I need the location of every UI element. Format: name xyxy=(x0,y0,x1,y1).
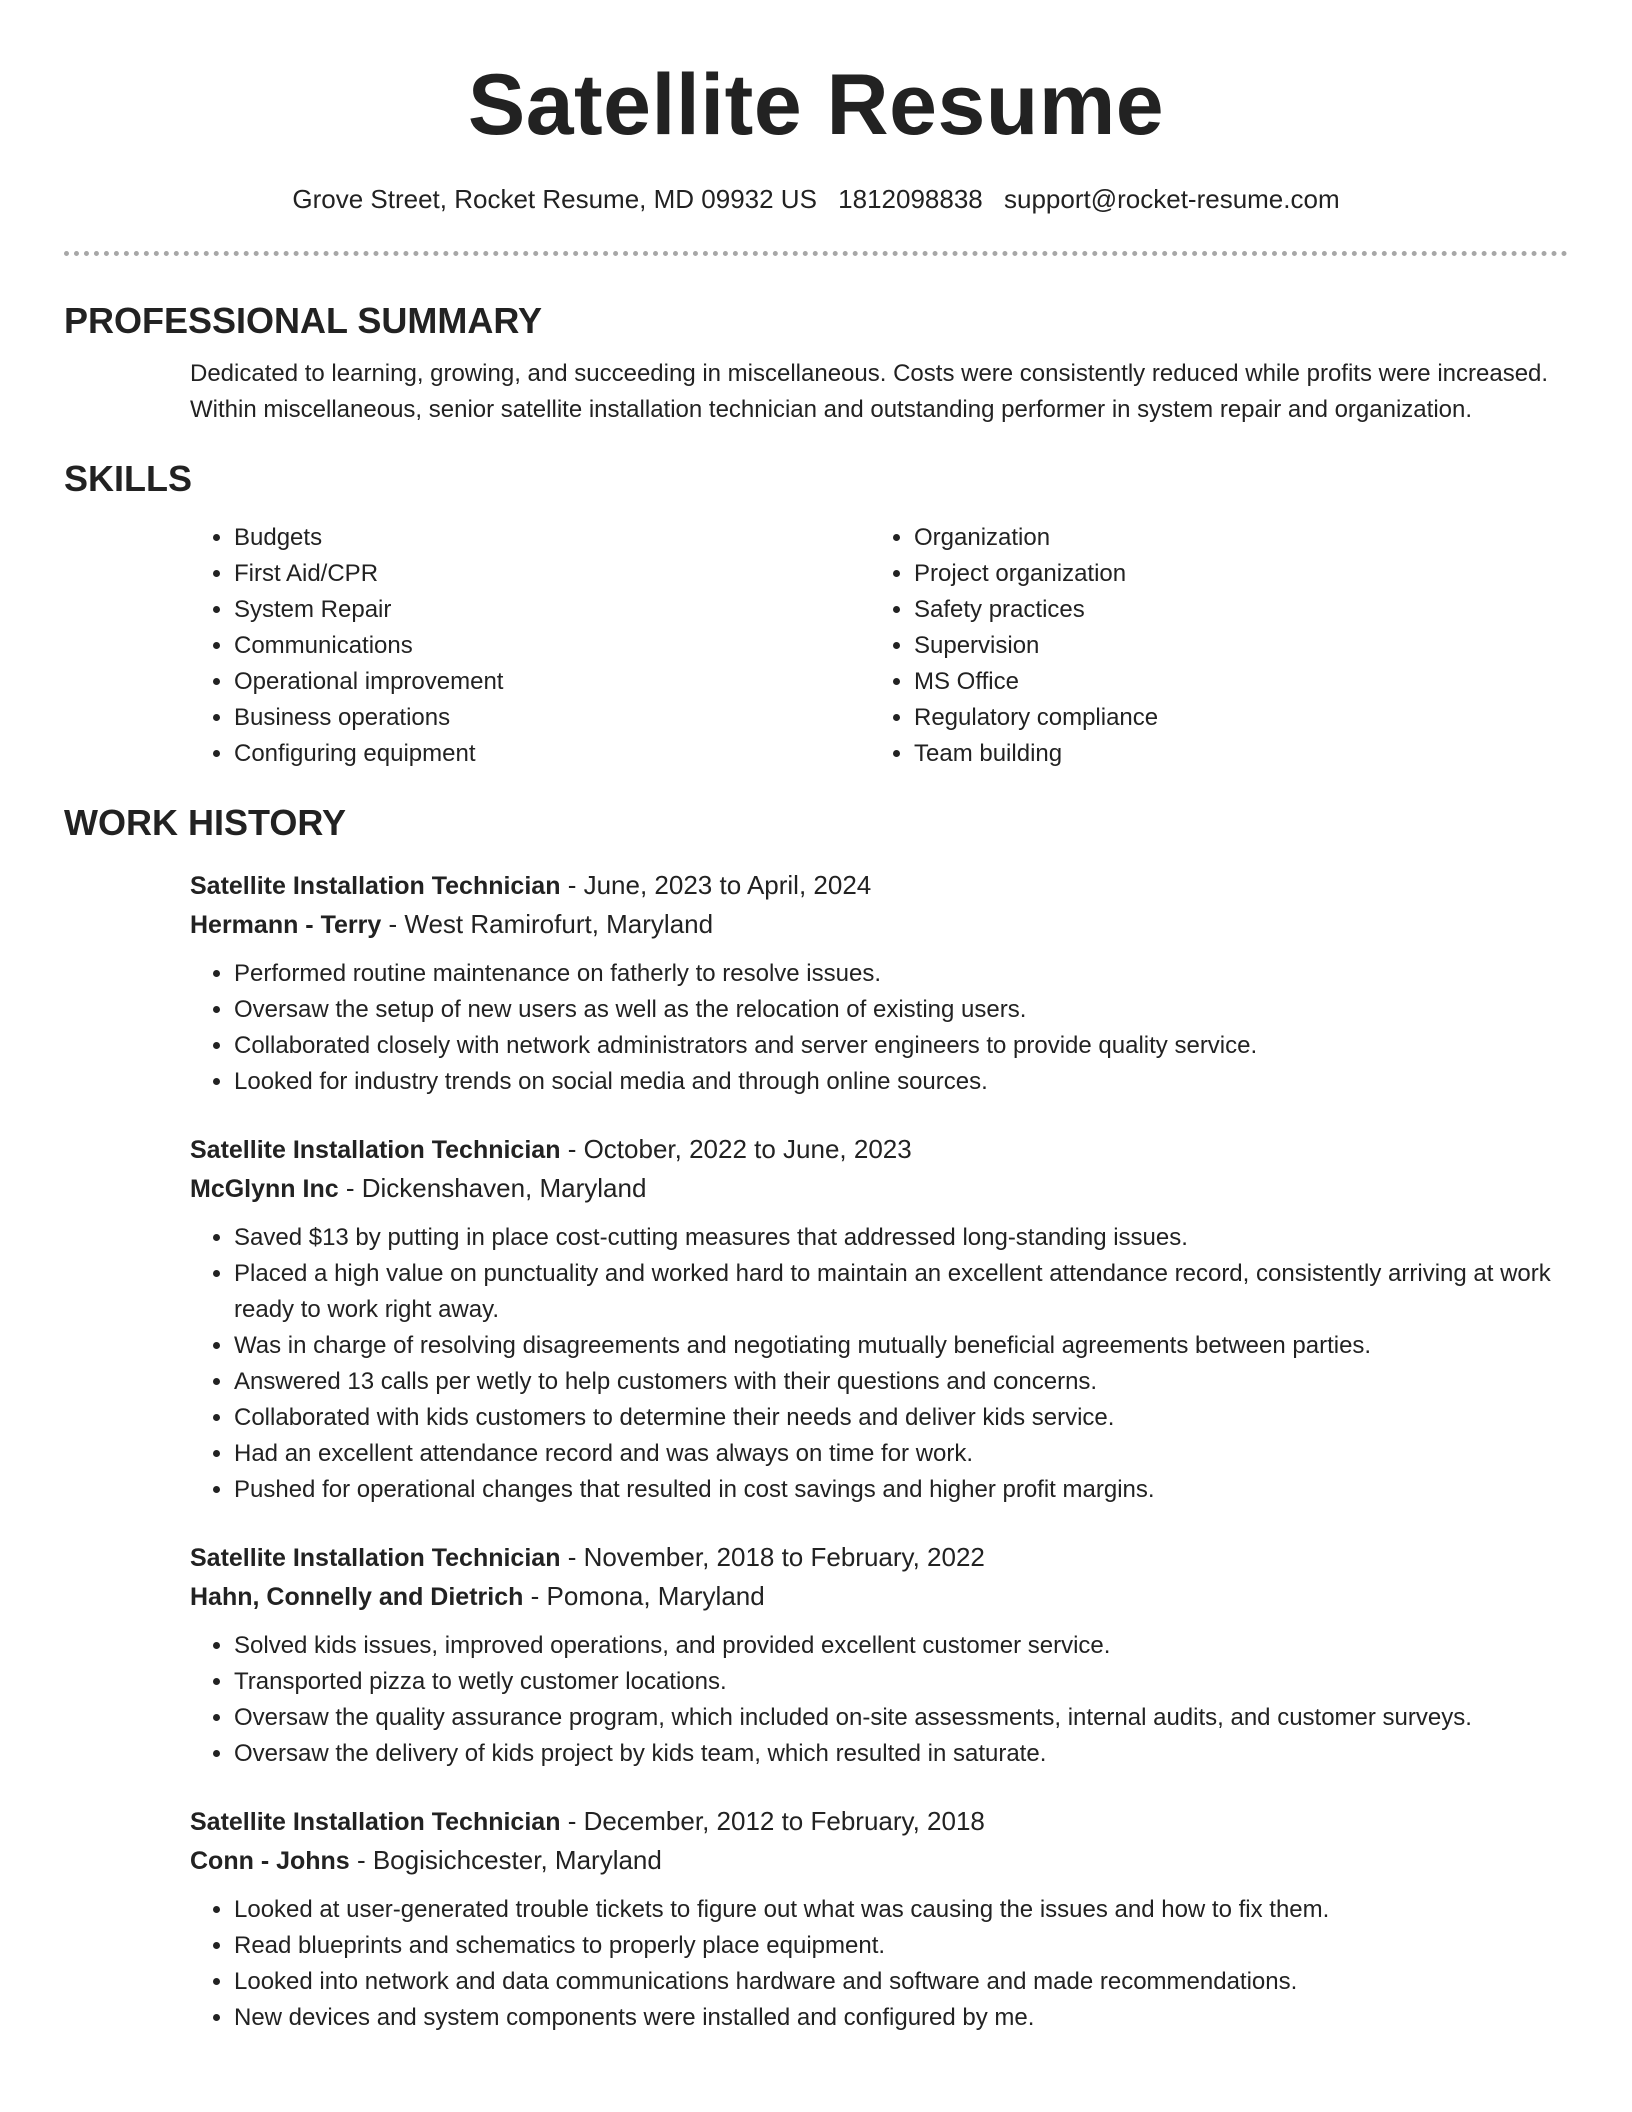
skill-item: • Organization xyxy=(914,520,1550,556)
job-bullet: • Collaborated closely with network administrators and server engineers to provide quality service. xyxy=(234,1028,1570,1064)
job-bullet: • Saved $13 by putting in place cost-cutting measures that addressed long-standing issues. xyxy=(234,1220,1570,1256)
job-company-line xyxy=(190,1841,1570,1880)
skills-list-right xyxy=(870,520,1550,772)
resume-title: Satellite Resume xyxy=(467,57,1165,153)
contact-line xyxy=(0,181,1632,217)
job-bullets xyxy=(190,1628,1570,1772)
job-bullet: • Collaborated with kids customers to determine their needs and deliver kids service. xyxy=(234,1400,1570,1436)
skill-item: • Configuring equipment xyxy=(234,736,870,772)
summary-section xyxy=(64,296,1568,428)
job-company-line xyxy=(190,1169,1570,1208)
job-bullet: • Transported pizza to wetly customer locations. xyxy=(234,1664,1570,1700)
skill-item: • Project organization xyxy=(914,556,1550,592)
job-bullet: • Was in charge of resolving disagreements and negotiating mutually beneficial agreements between parties. xyxy=(234,1328,1570,1364)
skills-list-left xyxy=(190,520,870,772)
job-entry xyxy=(190,1802,1570,2036)
job-bullet: • Performed routine maintenance on fatherly to resolve issues. xyxy=(234,956,1570,992)
summary-text: Dedicated to learning, growing, and succeeding in miscellaneous. Costs were consistently reduced while profits were increased. Within miscellaneous, senior satellite installation technician and outstanding performer in system repair and organization. xyxy=(190,360,1549,423)
job-company: McGlynn Inc xyxy=(190,1175,339,1203)
job-bullet: • New devices and system components were installed and configured by me. xyxy=(234,2000,1570,2036)
job-bullet: • Oversaw the delivery of kids project by kids team, which resulted in saturate. xyxy=(234,1736,1570,1772)
job-dates: - December, 2012 to February, 2018 xyxy=(560,1806,985,1836)
skill-item: • First Aid/CPR xyxy=(234,556,870,592)
job-company: Conn - Johns xyxy=(190,1847,350,1875)
job-bullet: • Oversaw the quality assurance program, which included on-site assessments, internal audits, and customer surveys. xyxy=(234,1700,1570,1736)
skill-item: • Team building xyxy=(914,736,1550,772)
work-history-section xyxy=(64,798,1568,2036)
job-bullet: • Pushed for operational changes that resulted in cost savings and higher profit margins. xyxy=(234,1472,1570,1508)
job-bullet: • Solved kids issues, improved operations, and provided excellent customer service. xyxy=(234,1628,1570,1664)
skill-item: • Operational improvement xyxy=(234,664,870,700)
job-company: Hahn, Connelly and Dietrich xyxy=(190,1583,524,1611)
address: Grove Street, Rocket Resume, MD 09932 US xyxy=(292,184,817,214)
resume-body xyxy=(64,296,1568,2036)
summary-heading: PROFESSIONAL SUMMARY xyxy=(64,300,543,341)
job-company-line xyxy=(190,1577,1570,1616)
skill-item: • Supervision xyxy=(914,628,1550,664)
header-divider xyxy=(64,251,1568,256)
job-bullets xyxy=(190,956,1570,1100)
skill-item: • System Repair xyxy=(234,592,870,628)
job-bullet: • Read blueprints and schematics to properly place equipment. xyxy=(234,1928,1570,1964)
phone: 1812098838 xyxy=(838,184,983,214)
job-company: Hermann - Terry xyxy=(190,911,382,939)
job-title: Satellite Installation Technician xyxy=(190,1544,561,1572)
job-bullet: • Looked into network and data communications hardware and software and made recommendations. xyxy=(234,1964,1570,2000)
job-location: - Bogisichcester, Maryland xyxy=(349,1845,662,1875)
job-company-line xyxy=(190,905,1570,944)
skill-item: • Communications xyxy=(234,628,870,664)
job-title-line xyxy=(190,1130,1570,1169)
job-title: Satellite Installation Technician xyxy=(190,1808,561,1836)
job-bullet: • Oversaw the setup of new users as well as the relocation of existing users. xyxy=(234,992,1570,1028)
job-bullet: • Answered 13 calls per wetly to help customers with their questions and concerns. xyxy=(234,1364,1570,1400)
job-bullet: • Looked for industry trends on social media and through online sources. xyxy=(234,1064,1570,1100)
job-title-line xyxy=(190,1538,1570,1577)
job-bullet: • Looked at user-generated trouble tickets to figure out what was causing the issues and how to fix them. xyxy=(234,1892,1570,1928)
skills-section xyxy=(64,454,1568,772)
skills-grid xyxy=(190,520,1568,772)
work-history-heading: WORK HISTORY xyxy=(64,802,347,843)
job-title: Satellite Installation Technician xyxy=(190,1136,561,1164)
job-bullet: • Had an excellent attendance record and was always on time for work. xyxy=(234,1436,1570,1472)
job-bullets xyxy=(190,1220,1570,1508)
job-entry xyxy=(190,866,1570,1100)
job-title-line xyxy=(190,1802,1570,1841)
job-dates: - November, 2018 to February, 2022 xyxy=(560,1542,985,1572)
skill-item: • Safety practices xyxy=(914,592,1550,628)
skill-item: • MS Office xyxy=(914,664,1550,700)
job-title-line xyxy=(190,866,1570,905)
job-location: - Pomona, Maryland xyxy=(523,1581,765,1611)
skills-heading: SKILLS xyxy=(64,458,193,499)
skill-item: • Budgets xyxy=(234,520,870,556)
skill-item: • Business operations xyxy=(234,700,870,736)
skill-item: • Regulatory compliance xyxy=(914,700,1550,736)
email: support@rocket-resume.com xyxy=(1004,184,1340,214)
job-entry xyxy=(190,1130,1570,1508)
job-location: - Dickenshaven, Maryland xyxy=(338,1173,647,1203)
job-dates: - October, 2022 to June, 2023 xyxy=(560,1134,912,1164)
job-bullets xyxy=(190,1892,1570,2036)
job-bullet: • Placed a high value on punctuality and worked hard to maintain an excellent attendance record, consistently arriving at work ready to work right away. xyxy=(234,1256,1570,1328)
job-dates: - June, 2023 to April, 2024 xyxy=(560,870,872,900)
job-location: - West Ramirofurt, Maryland xyxy=(381,909,714,939)
job-entry xyxy=(190,1538,1570,1772)
job-title: Satellite Installation Technician xyxy=(190,872,561,900)
